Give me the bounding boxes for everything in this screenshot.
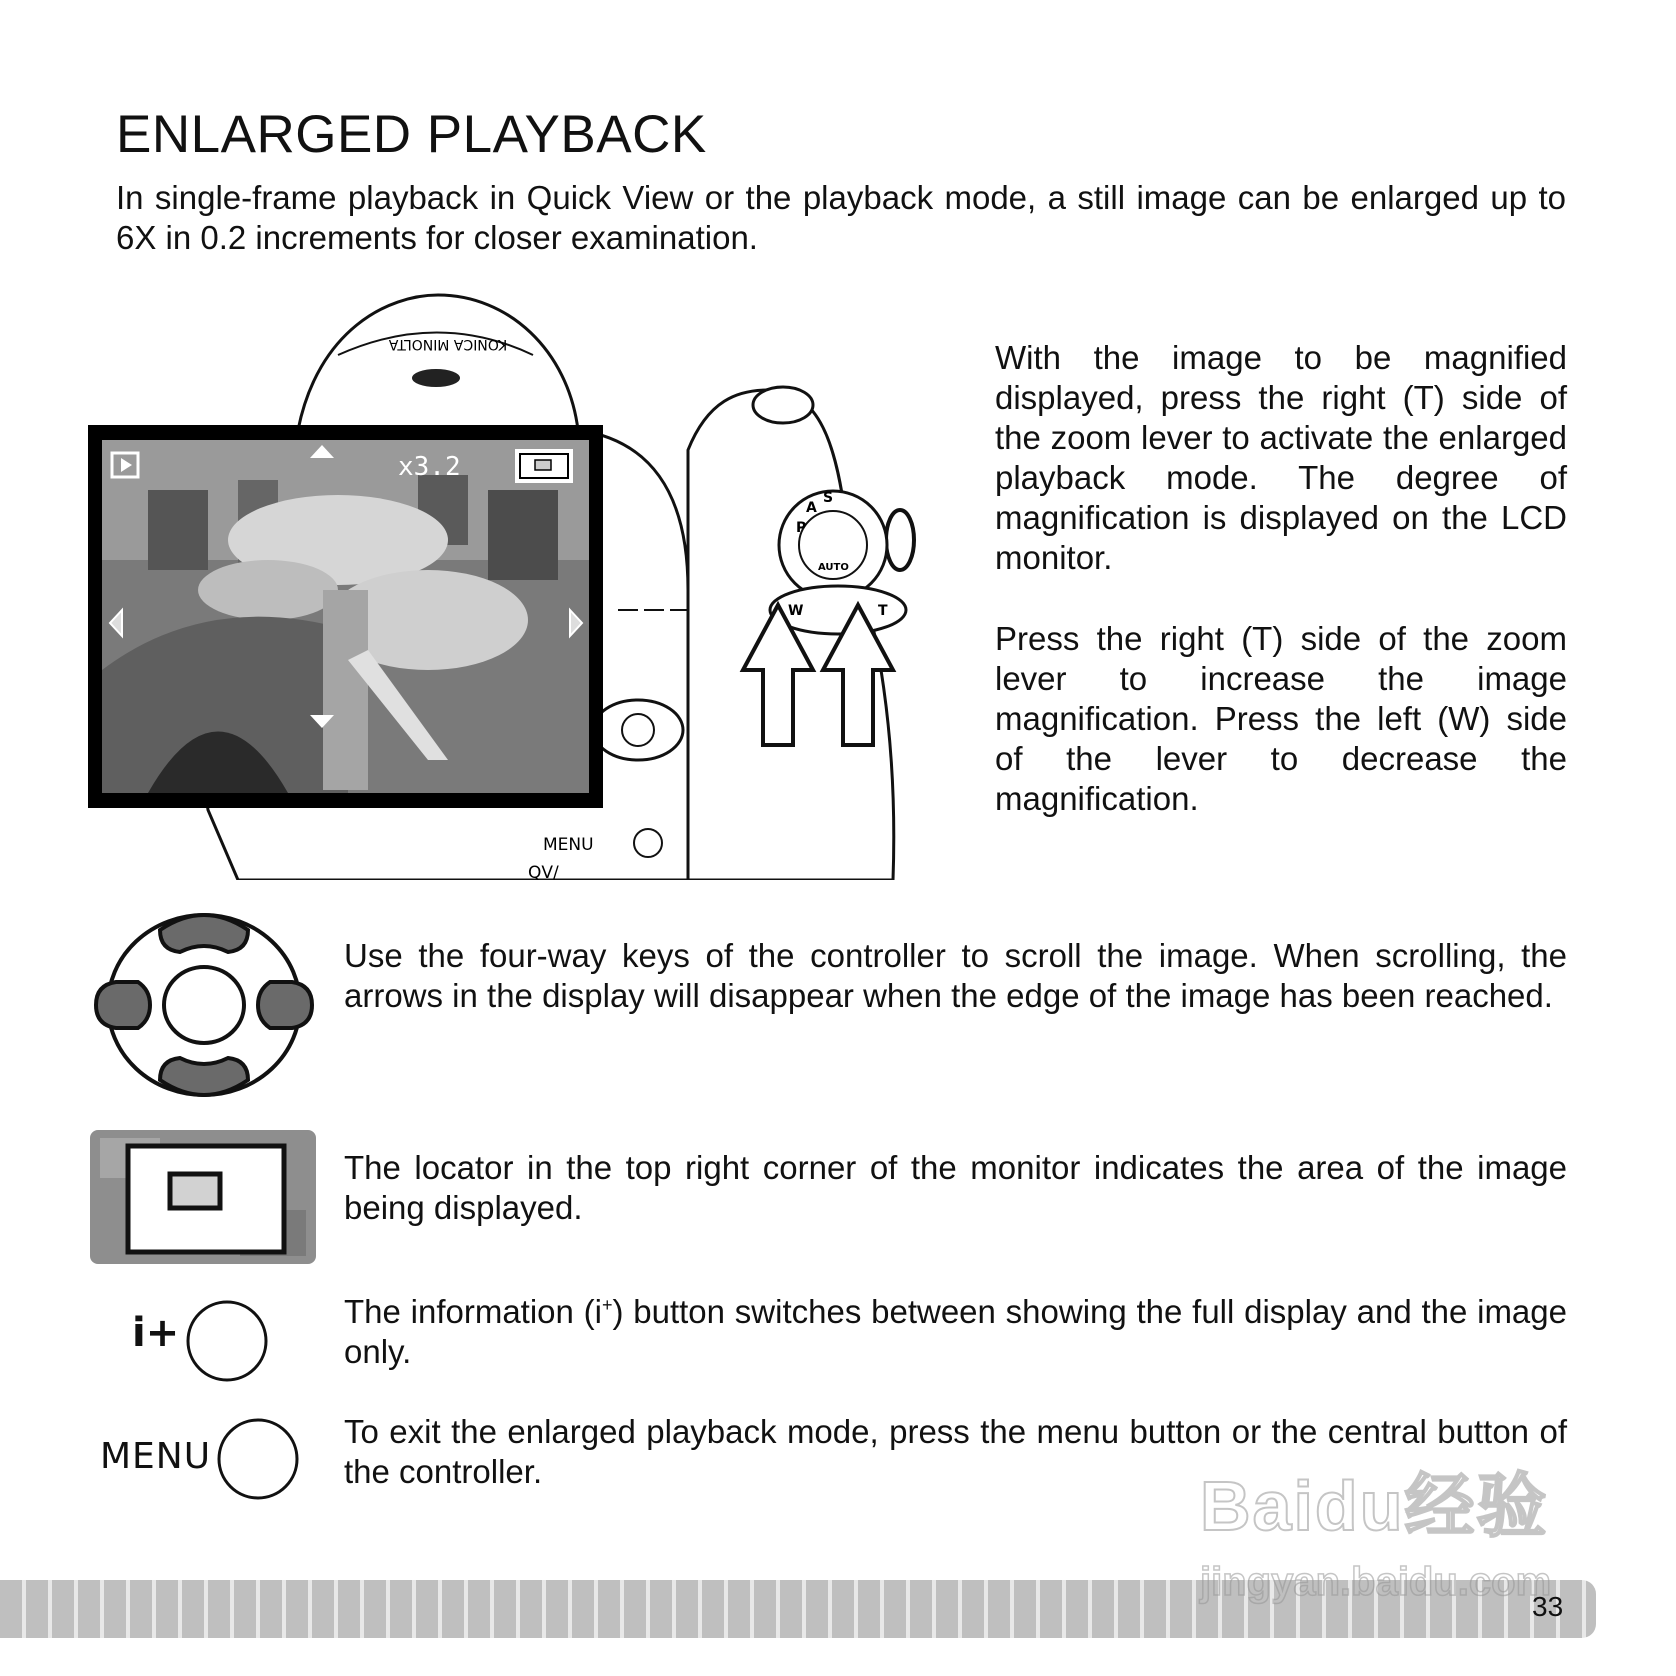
info-button-label: i+ xyxy=(132,1310,180,1356)
info-button-icon xyxy=(184,1298,270,1384)
svg-text:QV/: QV/ xyxy=(528,863,559,880)
intro-paragraph: In single-frame playback in Quick View or the playback mode, a still image can be enlarged up to 6X in 0.2 increments for closer examination. xyxy=(116,179,1566,256)
watermark-url: jingyan.baidu.com xyxy=(1200,1560,1552,1604)
page-title: ENLARGED PLAYBACK xyxy=(116,105,707,164)
locator-paragraph: The locator in the top right corner of the monitor indicates the area of the image being displayed. xyxy=(344,1149,1567,1226)
zoom-adjust-paragraph: Press the right (T) side of the zoom lever to increase the image magnification. Press the left (W) side of the lever to decrease the magnification. xyxy=(995,620,1567,817)
flash-head xyxy=(298,295,578,430)
brand-text: KONICA MINOLTA xyxy=(388,336,508,352)
svg-text:W: W xyxy=(788,603,804,619)
svg-text:S: S xyxy=(823,490,834,506)
watermark-logo: Baidu经验 xyxy=(1200,1467,1549,1545)
svg-text:P: P xyxy=(796,520,807,536)
svg-text:A: A xyxy=(806,500,817,516)
menu-button-icon xyxy=(215,1416,301,1502)
page-number: 33 xyxy=(1532,1591,1564,1622)
info-paragraph: The information (i+) button switches between showing the full display and the image only. xyxy=(344,1293,1567,1370)
svg-text:MENU: MENU xyxy=(543,835,594,855)
camera-illustration xyxy=(88,290,918,880)
controller-paragraph: Use the four-way keys of the controller to scroll the image. When scrolling, the arrows in the display will disappear when the edge of the image has been reached. xyxy=(344,937,1567,1014)
svg-text:T: T xyxy=(878,603,888,619)
four-way-controller-icon xyxy=(88,910,320,1100)
locator-display-icon xyxy=(90,1130,316,1264)
svg-text:AUTO: AUTO xyxy=(818,562,849,573)
menu-button-label: MENU xyxy=(100,1436,212,1477)
zoom-activate-paragraph: With the image to be magnified displayed, press the right (T) side of the zoom lever to activate the enlarged playback mode. The degree of magnification is displayed on the LCD monitor. xyxy=(995,339,1567,576)
exit-paragraph: To exit the enlarged playback mode, press the menu button or the central button of the controller. xyxy=(344,1413,1567,1490)
magnification-readout: x3.2 xyxy=(398,452,461,482)
